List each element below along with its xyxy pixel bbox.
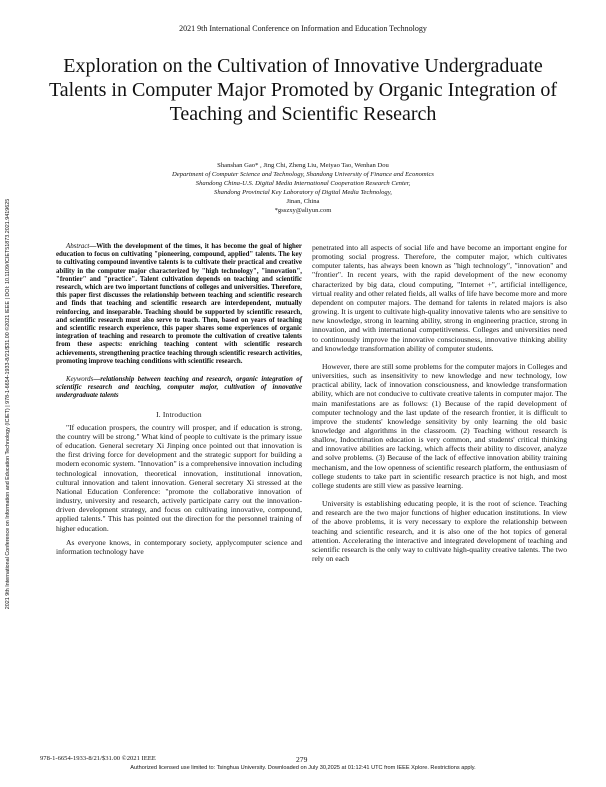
author-email: *gsszxy@aliyun.com bbox=[274, 207, 332, 214]
keywords bbox=[56, 376, 302, 401]
affiliation-line: Shandong Provincial Key Laboratory of Digital Media Technology, bbox=[214, 189, 392, 196]
right-column bbox=[312, 243, 567, 572]
license-notice: Authorized licensed use limited to: Tsinghua University. Downloaded on July 30,2025 at 01:12:41 UTC from IEEE Xplore. Restrictions apply. bbox=[130, 765, 476, 771]
abstract-body: —With the development of the times, it has become the goal of higher education to focus on cultivating "pioneering, compound, applied" talents. The key to cultivating compound inventive talents is to cultivate their practical and creative ability in the computer major characterized by "high technology", "innovation", "frontier" and "practice". Talent cultivation depends on teaching and scientific research, which are two important functions of colleges and universities. Therefore, this paper first discusses the relationship between teaching and scientific research and finds that teaching and scientific research are interdependent, mutually reinforcing, and inseparable. Teaching should be supported by scientific research, and scientific research must also serve to teach. Then, based on years of teaching and scientific research experience, this paper shares some experiences of organic integration of teaching and research to promote the cultivation of creative talents from these aspects: enriching teaching content with scientific research achievements, strengthening practice teaching through scientific research activities, promoting improve teaching conditions with scientific research. bbox=[56, 243, 302, 365]
body-paragraph: University is establishing educating people, it is the root of science. Teaching and research are the two major functions of higher education institutions. In view of the above problems, it is very necessary to explore the relationship between teaching and scientific research, and it is also one of the hot topics of general attention. Accelerating the interactive and integrated development of teaching and scientific research is the only way to cultivate high-quality creative talents. The two rely on each bbox=[312, 499, 567, 563]
conference-header: 2021 9th International Conference on Information and Education Technology bbox=[179, 24, 427, 33]
affiliation-line: Shandong China-U.S. Digital Media International Cooperation Research Center, bbox=[195, 180, 411, 187]
sidebar-citation-text: 2021 9th International Conference on Information and Education Technology (ICIET) | 978-1-6654-1933-8/21/$31.00 ©2021 IEEE | DOI: 10.1109/ICIET51873.2021.9419625 bbox=[5, 198, 11, 610]
paper-title: Exploration on the Cultivation of Innovative Undergraduate Talents in Computer Major Promoted by Organic Integration of Teaching and Scientific Research bbox=[48, 55, 558, 125]
affiliation-city: Jinan, China bbox=[286, 198, 320, 205]
body-paragraph: "If education prospers, the country will prosper, and if education is strong, the country will be strong." What kind of people to cultivate is the primary issue of education. General secretary Xi Jinping once pointed out that innovation is the first driving force for development and the strategic support for building a modern economic system. "Innovation" is a comprehensive innovation including technological innovation, theoretical innovation, institutional innovation, cultural innovation and talent innovation. General secretary Xi stressed at the National Education Conference: "promote the collaborative innovation of industry, university and research, actively participate carry out the innovation-driven development strategy, and focus on cultivating innovative, compound, applied talents." This has pointed out the direction for the personnel training of higher education. bbox=[56, 422, 302, 533]
abstract-lead: Abstract bbox=[66, 243, 90, 250]
body-paragraph: However, there are still some problems for the computer majors in Colleges and universities, such as insensitivity to new knowledge and new technology, low practical ability, lack of innovation consciousness, and knowledge transformation ability, which are not conducive to cultivate creative talents in computer major. The main manifestations are as follows: (1) Because of the rapid development of computer technology and the last update of the research frontier, it is difficult to improve the students' knowledge sensitivity by only learning the old basic knowledge and algorithms in the classroom. (2) Teaching without research is shallow, Indoctrination education is very common, and students' critical thinking and innovative abilities are lacking, which affects their ability to discover, analyze and solve problems. (3) Because of the lack of effective innovation ability training mechanism, and the low openness of scientific research platform, the enthusiasm of college students to take part in scientific research practice is not high, and most college students are still view as passive learning. bbox=[312, 361, 567, 490]
body-paragraph: penetrated into all aspects of social life and have become an important engine for promoting social progress. Therefore, the computer major, which cultivates computer talents, has always been known as "high technology", "innovation" and "frontier". In recent years, with the rapid development of the new economy characterized by big data, cloud computing, "Internet +", artificial intelligence, virtual reality and other related fields, all walks of life have become more and more dependent on computer majors. The demand for talents in related majors is also growing. It is urgent to cultivate high-quality innovative talents who are sensitive to new knowledge, strong in learning ability, strong in engineering practice, strong in innovation, and with international competitiveness. Colleges and universities need to continuously improve the innovative consciousness, innovative thinking ability and knowledge transformation ability of computer students. bbox=[312, 243, 567, 353]
left-column bbox=[56, 243, 302, 561]
keywords-body: —relationship between teaching and research, organic integration of scientific research and teaching, computer major, cultivation of innovative undergraduate talents bbox=[56, 376, 302, 400]
footer-isbn: 978-1-6654-1933-8/21/$31.00 ©2021 IEEE bbox=[40, 755, 156, 762]
author-block bbox=[60, 161, 546, 215]
keywords-lead: Keywords bbox=[66, 376, 94, 384]
body-paragraph: As everyone knows, in contemporary society, applycomputer science and information technology have bbox=[56, 537, 302, 556]
author-names: Shanshan Gao* , Jing Chi, Zheng Liu, Meiyao Tao, Wenhan Dou bbox=[217, 162, 389, 169]
page-number: 279 bbox=[296, 755, 308, 764]
affiliation-line: Department of Computer Science and Technology, Shandong University of Finance and Economics bbox=[172, 171, 434, 178]
abstract bbox=[56, 243, 302, 366]
section-heading: I. Introduction bbox=[156, 409, 202, 419]
